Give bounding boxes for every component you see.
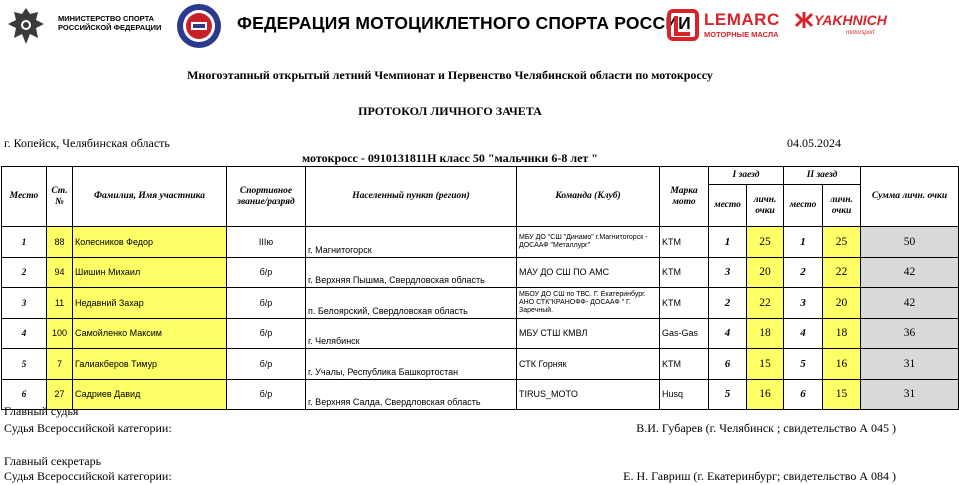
yakhnich-emblem-icon — [794, 10, 814, 30]
mfr-logo — [176, 3, 222, 49]
cell-team: МБОУ ДО СШ по ТВС. Г. Екатеринбург. АНО СТК"КРАНОФФ- ДОСААФ " Г. Заречный. — [517, 288, 660, 319]
cell-rank: б/р — [227, 349, 306, 380]
cell-race2-place: 2 — [784, 257, 823, 288]
cell-race1-points: 15 — [747, 349, 784, 380]
cell-rank: б/р — [227, 318, 306, 349]
event-date: 04.05.2024 — [787, 136, 841, 150]
table-row — [2, 349, 959, 380]
cell-team: МБУ ДО "СШ "Динамо" г.Магнитогорск - ДОСААФ "Металлург" — [517, 227, 660, 258]
cell-name: Шишин Михаил — [73, 257, 227, 288]
cell-sum: 50 — [861, 227, 959, 258]
cell-place: 2 — [2, 257, 47, 288]
class-line: мотокросс - 0910131811Н класс 50 "мальчики 6-8 лет " — [302, 151, 598, 165]
ministry-eagle-logo — [4, 4, 48, 48]
cell-locality: г. Магнитогорск — [306, 227, 517, 258]
cell-name: Садриев Давид — [73, 379, 227, 410]
cell-moto: Husq — [660, 379, 709, 410]
cell-race1-points: 18 — [747, 318, 784, 349]
venue-city: г. Копейск, Челябинская область — [4, 136, 170, 150]
chief-judge-name: В.И. Губарев (г. Челябинск ; свидетельство А 045 ) — [636, 421, 896, 435]
cell-race2-points: 15 — [823, 379, 861, 410]
cell-race2-place: 5 — [784, 349, 823, 380]
federation-title: ФЕДЕРАЦИЯ МОТОЦИКЛЕТНОГО СПОРТА РОССИИ — [237, 13, 691, 33]
cell-start-no: 7 — [47, 349, 73, 380]
header-race2-points: личн. очки — [823, 185, 861, 227]
cell-place: 6 — [2, 379, 47, 410]
cell-race2-points: 25 — [823, 227, 861, 258]
cell-sum: 36 — [861, 318, 959, 349]
header-banner — [0, 0, 900, 52]
cell-race2-points: 22 — [823, 257, 861, 288]
yakhnich-logo — [794, 10, 894, 44]
cell-moto: Gas-Gas — [660, 318, 709, 349]
judge-category-label-2: Судья Всероссийской категории: — [4, 469, 172, 483]
cell-place: 5 — [2, 349, 47, 380]
chief-judge-label: Главный судья — [4, 404, 79, 418]
cell-race2-place: 3 — [784, 288, 823, 319]
cell-race1-place: 6 — [709, 349, 747, 380]
cell-start-no: 27 — [47, 379, 73, 410]
header-place: Место — [2, 167, 47, 227]
cell-race1-points: 22 — [747, 288, 784, 319]
cell-sum: 31 — [861, 349, 959, 380]
header-team: Команда (Клуб) — [517, 167, 660, 227]
cell-name: Колесников Федор — [73, 227, 227, 258]
ministry-line-2: РОССИЙСКОЙ ФЕДЕРАЦИИ — [58, 23, 162, 32]
cell-place: 4 — [2, 318, 47, 349]
cell-race1-place: 5 — [709, 379, 747, 410]
cell-place: 1 — [2, 227, 47, 258]
lemarc-wordmark: LEMARC — [704, 10, 780, 29]
cell-team: TIRUS_MOTO — [517, 379, 660, 410]
cell-race2-place: 6 — [784, 379, 823, 410]
cell-rank: б/р — [227, 288, 306, 319]
protocol-title: ПРОТОКОЛ ЛИЧНОГО ЗАЧЕТА — [358, 104, 542, 118]
header-moto: Марка мото — [660, 167, 709, 227]
cell-place: 3 — [2, 288, 47, 319]
header-race2-place: место — [784, 185, 823, 227]
cell-sum: 42 — [861, 257, 959, 288]
cell-rank: б/р — [227, 379, 306, 410]
cell-locality: г. Челябинск — [306, 318, 517, 349]
header-start-no: Ст. № — [47, 167, 73, 227]
cell-moto: KTM — [660, 349, 709, 380]
cell-race1-place: 2 — [709, 288, 747, 319]
cell-race2-place: 4 — [784, 318, 823, 349]
cell-race2-points: 16 — [823, 349, 861, 380]
cell-name: Недавний Захар — [73, 288, 227, 319]
lemarc-logo — [666, 8, 784, 44]
cell-team: СТК Горняк — [517, 349, 660, 380]
table-row — [2, 257, 959, 288]
cell-race2-points: 18 — [823, 318, 861, 349]
cell-locality: г. Верхняя Пышма, Свердловская область — [306, 257, 517, 288]
cell-race1-points: 25 — [747, 227, 784, 258]
table-row — [2, 288, 959, 319]
cell-moto: KTM — [660, 257, 709, 288]
competition-title: Многоэтапный открытый летний Чемпионат и Первенство Челябинской области по мотокроссу — [187, 68, 713, 82]
lemarc-emblem-icon — [666, 8, 700, 42]
cell-moto: KTM — [660, 288, 709, 319]
header-sum: Сумма личн. очки — [861, 167, 959, 227]
cell-sum: 42 — [861, 288, 959, 319]
cell-team: МБУ СТШ КМВЛ — [517, 318, 660, 349]
yakhnich-wordmark: YAKHNICH — [814, 12, 887, 28]
cell-locality: п. Белоярский, Свердловская область — [306, 288, 517, 319]
cell-rank: б/р — [227, 257, 306, 288]
header-race1-place: место — [709, 185, 747, 227]
cell-moto: KTM — [660, 227, 709, 258]
cell-race1-points: 20 — [747, 257, 784, 288]
header-race1-points: личн. очки — [747, 185, 784, 227]
cell-race1-place: 3 — [709, 257, 747, 288]
chief-secretary-name: Е. Н. Гавриш (г. Екатеринбург; свидетельство А 084 ) — [623, 469, 896, 483]
cell-team: МАУ ДО СШ ПО АМС — [517, 257, 660, 288]
cell-start-no: 94 — [47, 257, 73, 288]
ministry-line-1: МИНИСТЕРСТВО СПОРТА — [58, 14, 155, 23]
ministry-name — [58, 14, 161, 32]
cell-race2-place: 1 — [784, 227, 823, 258]
table-row — [2, 318, 959, 349]
cell-start-no: 11 — [47, 288, 73, 319]
lemarc-subtitle: МОТОРНЫЕ МАСЛА — [704, 30, 779, 39]
header-race-2: II заезд — [784, 167, 861, 185]
cell-name: Галиакберов Тимур — [73, 349, 227, 380]
chief-secretary-label: Главный секретарь — [4, 454, 102, 468]
table-row — [2, 379, 959, 410]
cell-race1-points: 16 — [747, 379, 784, 410]
table-row — [2, 227, 959, 258]
cell-sum: 31 — [861, 379, 959, 410]
cell-name: Самойленко Максим — [73, 318, 227, 349]
header-race-1: I заезд — [709, 167, 784, 185]
cell-start-no: 100 — [47, 318, 73, 349]
cell-locality: г. Учалы, Республика Башкортостан — [306, 349, 517, 380]
cell-rank: IIIю — [227, 227, 306, 258]
cell-locality: г. Верхняя Салда, Свердловская область — [306, 379, 517, 410]
header-name: Фамилия, Имя участника — [73, 167, 227, 227]
cell-start-no: 88 — [47, 227, 73, 258]
yakhnich-subtitle: motorsport — [846, 30, 875, 36]
cell-race1-place: 4 — [709, 318, 747, 349]
header-rank: Спортивное звание/разряд — [227, 167, 306, 227]
cell-race2-points: 20 — [823, 288, 861, 319]
results-table — [1, 166, 959, 410]
cell-race1-place: 1 — [709, 227, 747, 258]
header-locality: Населенный пункт (регион) — [306, 167, 517, 227]
judge-category-label-1: Судья Всероссийской категории: — [4, 421, 172, 435]
